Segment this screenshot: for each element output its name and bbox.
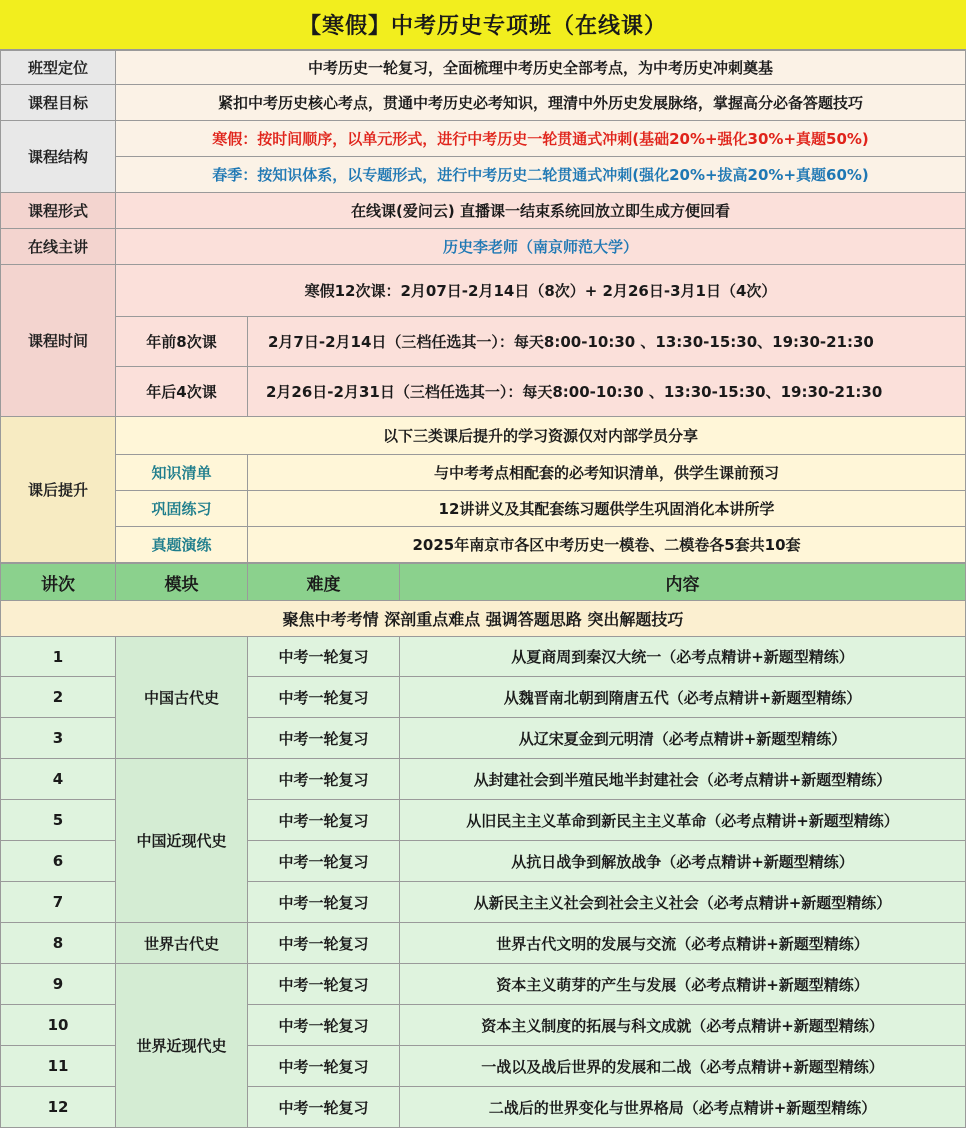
lesson-content: 从抗日战争到解放战争（必考点精讲+新题型精练） bbox=[400, 841, 966, 882]
table-row bbox=[1, 964, 966, 1005]
lessons-table bbox=[0, 563, 966, 1128]
lesson-no: 4 bbox=[1, 759, 116, 800]
lesson-level: 中考一轮复习 bbox=[248, 882, 400, 923]
header-content: 内容 bbox=[400, 564, 966, 601]
lesson-no: 8 bbox=[1, 923, 116, 964]
lesson-content: 从封建社会到半殖民地半封建社会（必考点精讲+新题型精练） bbox=[400, 759, 966, 800]
lessons-banner-row bbox=[1, 601, 966, 637]
lesson-content: 从辽宋夏金到元明清（必考点精讲+新题型精练） bbox=[400, 718, 966, 759]
lesson-level: 中考一轮复习 bbox=[248, 923, 400, 964]
lesson-level: 中考一轮复习 bbox=[248, 800, 400, 841]
schedule-before-row bbox=[1, 317, 966, 367]
header-lesson-no: 讲次 bbox=[1, 564, 116, 601]
schedule-after-label: 年后4次课 bbox=[116, 367, 248, 417]
lesson-no: 9 bbox=[1, 964, 116, 1005]
lesson-content: 一战以及战后世界的发展和二战（必考点精讲+新题型精练） bbox=[400, 1046, 966, 1087]
lesson-no: 1 bbox=[1, 637, 116, 677]
teacher-value: 历史李老师（南京师范大学） bbox=[116, 229, 966, 265]
lesson-no: 5 bbox=[1, 800, 116, 841]
after-class-item-row bbox=[1, 455, 966, 491]
table-row bbox=[1, 759, 966, 800]
lessons-banner: 聚焦中考考情 深剖重点难点 强调答题思路 突出解题技巧 bbox=[1, 601, 966, 637]
schedule-summary: 寒假12次课：2月07日-2月14日（8次）+ 2月26日-3月1日（4次） bbox=[116, 265, 966, 317]
schedule-summary-row bbox=[1, 265, 966, 317]
schedule-label: 课程时间 bbox=[1, 265, 116, 417]
teacher-label: 在线主讲 bbox=[1, 229, 116, 265]
goal-label: 课程目标 bbox=[1, 85, 116, 121]
teacher-row bbox=[1, 229, 966, 265]
after-class-item-name: 真题演练 bbox=[116, 527, 248, 563]
header-module: 模块 bbox=[116, 564, 248, 601]
schedule-after-value: 2月26日-2月31日（三档任选其一）：每天8:00-10:30 、13:30-15:30、19:30-21:30 bbox=[248, 367, 966, 417]
lesson-level: 中考一轮复习 bbox=[248, 1005, 400, 1046]
lesson-level: 中考一轮复习 bbox=[248, 841, 400, 882]
schedule-before-label: 年前8次课 bbox=[116, 317, 248, 367]
lesson-content: 从夏商周到秦汉大统一（必考点精讲+新题型精练） bbox=[400, 637, 966, 677]
lesson-content: 资本主义萌芽的产生与发展（必考点精讲+新题型精练） bbox=[400, 964, 966, 1005]
format-label: 课程形式 bbox=[1, 193, 116, 229]
schedule-after-row bbox=[1, 367, 966, 417]
after-class-item-desc: 12讲讲义及其配套练习题供学生巩固消化本讲所学 bbox=[248, 491, 966, 527]
lesson-no: 12 bbox=[1, 1087, 116, 1128]
after-class-item-desc: 2025年南京市各区中考历史一模卷、二模卷各5套共10套 bbox=[248, 527, 966, 563]
lesson-content: 从魏晋南北朝到隋唐五代（必考点精讲+新题型精练） bbox=[400, 677, 966, 718]
table-row bbox=[1, 923, 966, 964]
lesson-content: 世界古代文明的发展与交流（必考点精讲+新题型精练） bbox=[400, 923, 966, 964]
lesson-level: 中考一轮复习 bbox=[248, 964, 400, 1005]
lesson-level: 中考一轮复习 bbox=[248, 1087, 400, 1128]
structure-spring: 春季：按知识体系，以专题形式，进行中考历史二轮贯通式冲刺(强化20%+拔高20%+真题60%) bbox=[116, 157, 966, 193]
format-row bbox=[1, 193, 966, 229]
goal-row bbox=[1, 85, 966, 121]
after-class-label: 课后提升 bbox=[1, 417, 116, 563]
lesson-level: 中考一轮复习 bbox=[248, 718, 400, 759]
lesson-no: 6 bbox=[1, 841, 116, 882]
format-value: 在线课(爱问云) 直播课一结束系统回放立即生成方便回看 bbox=[116, 193, 966, 229]
lesson-level: 中考一轮复习 bbox=[248, 759, 400, 800]
after-class-item-name: 巩固练习 bbox=[116, 491, 248, 527]
positioning-row bbox=[1, 51, 966, 85]
lesson-no: 3 bbox=[1, 718, 116, 759]
lesson-level: 中考一轮复习 bbox=[248, 677, 400, 718]
table-row bbox=[1, 637, 966, 677]
lesson-no: 11 bbox=[1, 1046, 116, 1087]
positioning-label: 班型定位 bbox=[1, 51, 116, 85]
module-cell: 世界近现代史 bbox=[116, 964, 248, 1128]
module-cell: 世界古代史 bbox=[116, 923, 248, 964]
lesson-no: 7 bbox=[1, 882, 116, 923]
positioning-value: 中考历史一轮复习，全面梳理中考历史全部考点，为中考历史冲刺奠基 bbox=[116, 51, 966, 85]
header-difficulty: 难度 bbox=[248, 564, 400, 601]
course-info-table bbox=[0, 50, 966, 563]
module-cell: 中国古代史 bbox=[116, 637, 248, 759]
lessons-header-row bbox=[1, 564, 966, 601]
goal-value: 紧扣中考历史核心考点，贯通中考历史必考知识，理清中外历史发展脉络，掌握高分必备答题技巧 bbox=[116, 85, 966, 121]
page-title: 【寒假】中考历史专项班（在线课） bbox=[0, 0, 966, 50]
after-class-item-row bbox=[1, 527, 966, 563]
lesson-content: 从旧民主主义革命到新民主主义革命（必考点精讲+新题型精练） bbox=[400, 800, 966, 841]
after-class-item-row bbox=[1, 491, 966, 527]
lesson-level: 中考一轮复习 bbox=[248, 637, 400, 677]
structure-label: 课程结构 bbox=[1, 121, 116, 193]
schedule-before-value: 2月7日-2月14日（三档任选其一）：每天8:00-10:30 、13:30-15:30、19:30-21:30 bbox=[248, 317, 966, 367]
module-cell: 中国近现代史 bbox=[116, 759, 248, 923]
lesson-level: 中考一轮复习 bbox=[248, 1046, 400, 1087]
structure-row-winter bbox=[1, 121, 966, 157]
structure-row-spring bbox=[1, 157, 966, 193]
lesson-no: 10 bbox=[1, 1005, 116, 1046]
after-class-item-name: 知识清单 bbox=[116, 455, 248, 491]
lesson-content: 二战后的世界变化与世界格局（必考点精讲+新题型精练） bbox=[400, 1087, 966, 1128]
lesson-no: 2 bbox=[1, 677, 116, 718]
lesson-content: 从新民主主义社会到社会主义社会（必考点精讲+新题型精练） bbox=[400, 882, 966, 923]
after-class-intro: 以下三类课后提升的学习资源仅对内部学员分享 bbox=[116, 417, 966, 455]
lesson-content: 资本主义制度的拓展与科文成就（必考点精讲+新题型精练） bbox=[400, 1005, 966, 1046]
structure-winter: 寒假：按时间顺序，以单元形式，进行中考历史一轮贯通式冲刺(基础20%+强化30%+真题50%) bbox=[116, 121, 966, 157]
after-class-item-desc: 与中考考点相配套的必考知识清单，供学生课前预习 bbox=[248, 455, 966, 491]
after-class-intro-row bbox=[1, 417, 966, 455]
